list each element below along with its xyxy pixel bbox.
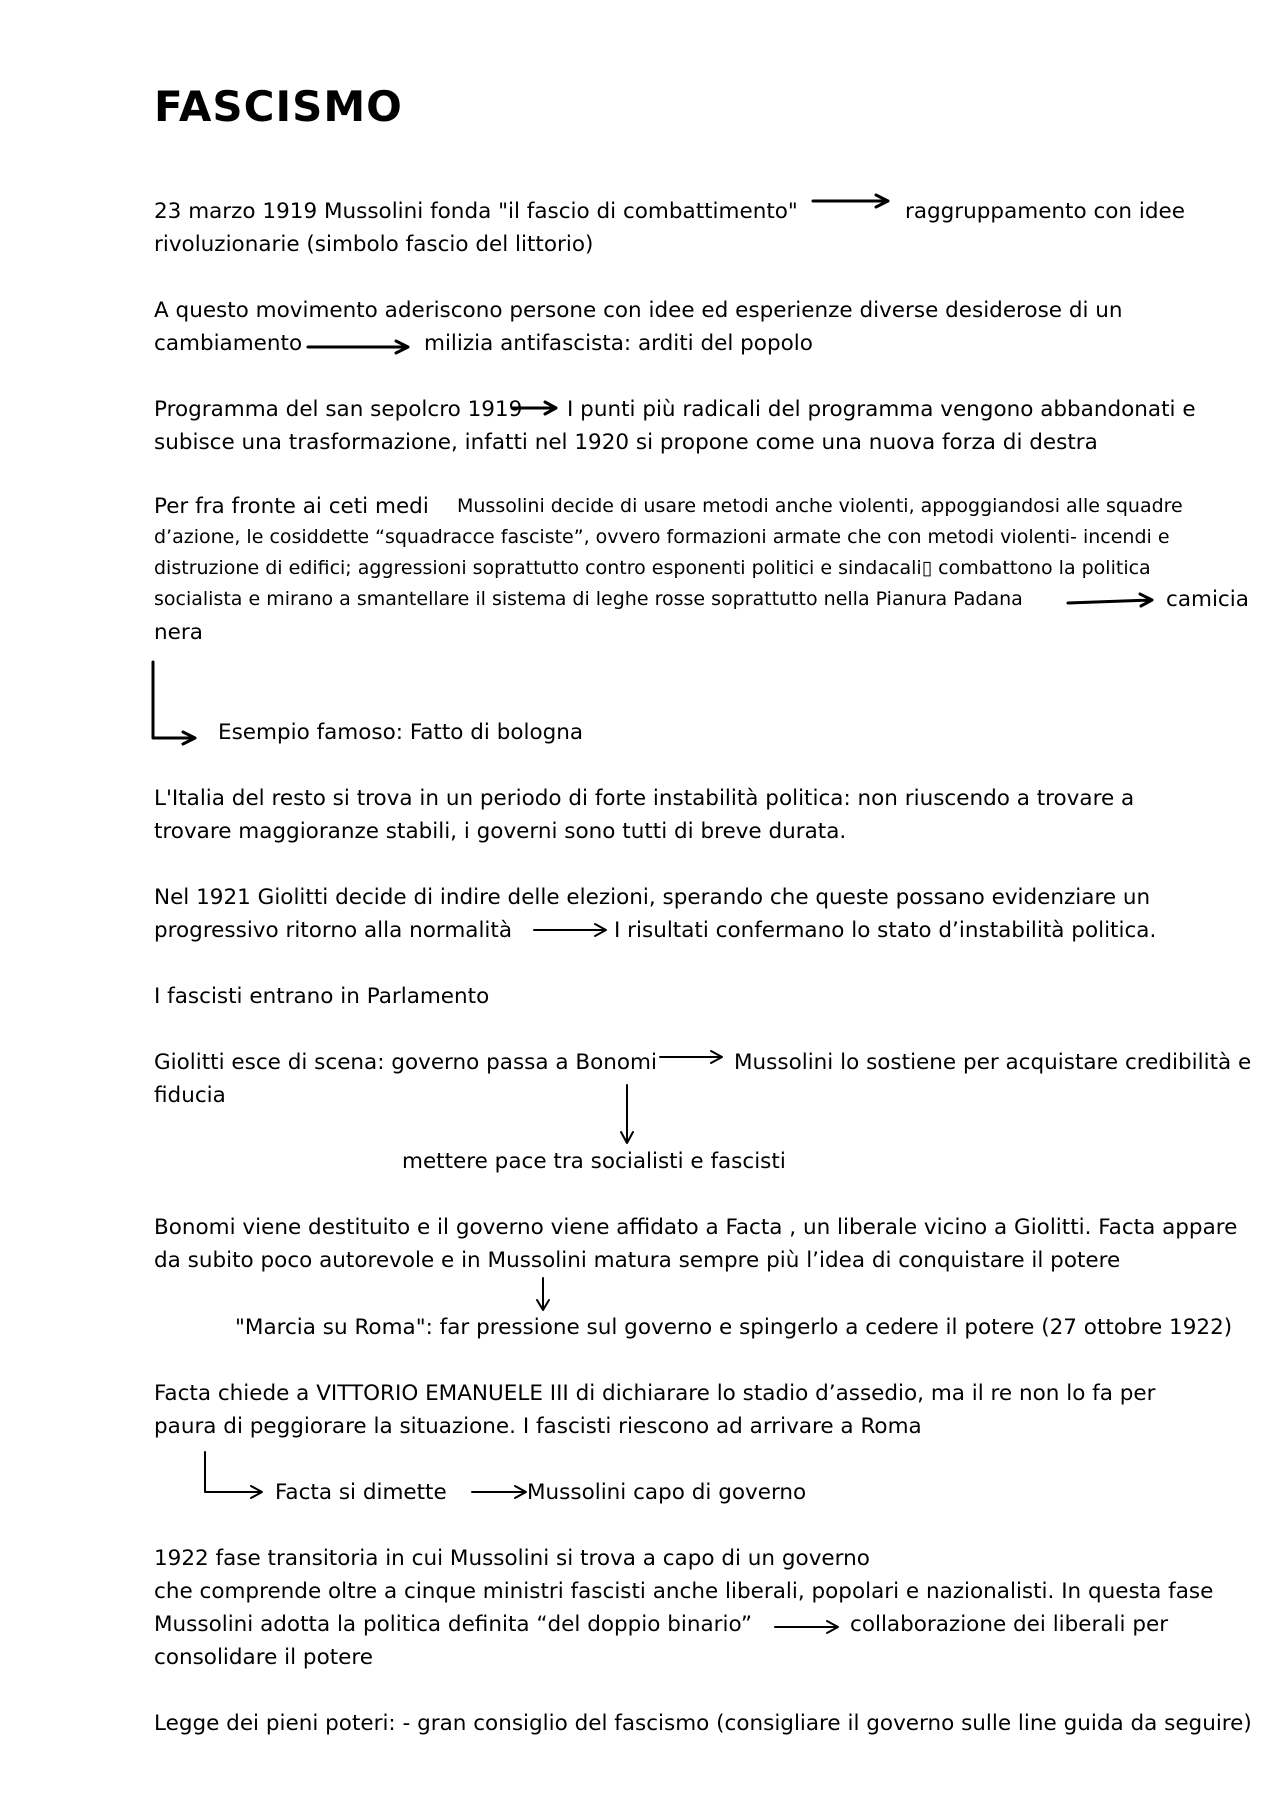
- text-line: da subito poco autorevole e in Mussolini matura sempre più l’idea di conquistare il potere: [154, 1248, 1121, 1273]
- text-line: milizia antifascista: arditi del popolo: [424, 331, 813, 356]
- text-line: "Marcia su Roma": far pressione sul governo e spingerlo a cedere il potere (27 ottobre 1922): [235, 1315, 1233, 1340]
- text-line: progressivo ritorno alla normalità: [154, 918, 513, 943]
- text-line: Per fra fronte ai ceti medi: [154, 494, 429, 519]
- text-line: Facta chiede a VITTORIO EMANUELE III di dichiarare lo stadio d’assedio, ma il re non lo fa per: [154, 1381, 1156, 1406]
- text-line: Giolitti esce di scena: governo passa a Bonomi: [154, 1050, 657, 1075]
- text-line: 23 marzo 1919 Mussolini fonda "il fascio di combattimento": [154, 199, 798, 224]
- text-line: raggruppamento con idee: [905, 199, 1185, 224]
- text-line: nera: [154, 620, 203, 645]
- page-title: FASCISMO: [154, 82, 403, 131]
- text-line: 1922 fase transitoria in cui Mussolini si trova a capo di un governo: [154, 1546, 870, 1571]
- text-line: Mussolini decide di usare metodi anche violenti, appoggiandosi alle squadre: [457, 495, 1183, 517]
- text-line: I fascisti entrano in Parlamento: [154, 984, 490, 1009]
- text-line: Programma del san sepolcro 1919: [154, 397, 523, 422]
- text-line: camicia: [1166, 587, 1249, 612]
- text-line: I risultati confermano lo stato d’instabilità politica.: [614, 918, 1157, 943]
- text-line: Mussolini adotta la politica definita “del doppio binario”: [154, 1612, 753, 1637]
- text-line: Bonomi viene destituito e il governo viene affidato a Facta , un liberale vicino a Giolitti. Facta appare: [154, 1215, 1238, 1240]
- text-line: che comprende oltre a cinque ministri fascisti anche liberali, popolari e nazionalisti. In questa fase: [154, 1579, 1214, 1604]
- text-line: Mussolini lo sostiene per acquistare credibilità e: [734, 1050, 1252, 1075]
- text-line: mettere pace tra socialisti e fascisti: [402, 1149, 786, 1174]
- text-line: Esempio famoso: Fatto di bologna: [218, 720, 584, 745]
- arrow-right-icon: [0, 0, 1, 1]
- text-line: consolidare il potere: [154, 1645, 373, 1670]
- text-line: Nel 1921 Giolitti decide di indire delle elezioni, sperando che queste possano evidenziare un: [154, 885, 1151, 910]
- text-line: socialista e mirano a smantellare il sistema di leghe rosse soprattutto nella Pianura Padana: [154, 588, 1023, 610]
- text-line: I punti più radicali del programma vengono abbandonati e: [567, 397, 1196, 422]
- text-line: A questo movimento aderiscono persone con idee ed esperienze diverse desiderose di un: [154, 298, 1123, 323]
- text-line: trovare maggioranze stabili, i governi sono tutti di breve durata.: [154, 819, 847, 844]
- text-line: fiducia: [154, 1083, 226, 1108]
- text-line: Facta si dimette: [275, 1480, 447, 1505]
- text-line: paura di peggiorare la situazione. I fascisti riescono ad arrivare a Roma: [154, 1414, 922, 1439]
- text-line: d’azione, le cosiddette “squadracce fasciste”, ovvero formazioni armate che con metodi violenti- incendi e: [154, 526, 1170, 548]
- text-line: distruzione di edifici; aggressioni soprattutto contro esponenti politici e sindacali▯ combattono la politica: [154, 557, 1151, 579]
- text-line: rivoluzionarie (simbolo fascio del littorio): [154, 232, 594, 257]
- text-line: subisce una trasformazione, infatti nel 1920 si propone come una nuova forza di destra: [154, 430, 1098, 455]
- text-line: L'Italia del resto si trova in un periodo di forte instabilità politica: non riuscendo a trovare a: [154, 786, 1135, 811]
- text-line: Legge dei pieni poteri: - gran consiglio del fascismo (consigliare il governo sulle line guida da seguire): [154, 1711, 1252, 1736]
- text-line: Mussolini capo di governo: [527, 1480, 807, 1505]
- text-line: cambiamento: [154, 331, 303, 356]
- text-line: collaborazione dei liberali per: [850, 1612, 1169, 1637]
